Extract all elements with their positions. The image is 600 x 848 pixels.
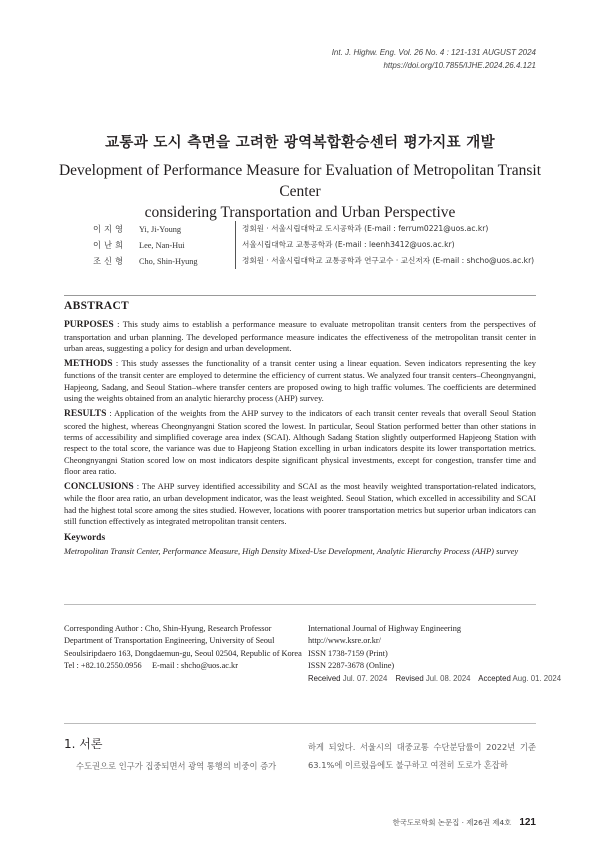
divider	[64, 295, 536, 296]
keywords-text: Metropolitan Transit Center, Performance Measure, High Density Mixed-Use Development, Analytic Hierarchy Process (AHP) survey	[64, 545, 519, 556]
author-row	[93, 237, 534, 253]
corr-line: Tel : +82.10.2550.0956 E-mail : shcho@uos.ac.kr	[64, 661, 238, 671]
corr-line: Corresponding Author : Cho, Shin-Hyung, Research Professor	[64, 624, 272, 633]
author-name-ko: 이난희	[93, 240, 127, 250]
issue-date: AUGUST 2024	[482, 48, 536, 57]
received-label: Received	[308, 673, 341, 683]
abstract-section	[64, 301, 536, 557]
article-dates	[308, 673, 567, 685]
author-name-ko: 조신형	[93, 256, 127, 266]
corr-line: Seoulsiripdaero 163, Dongdaemun-gu, Seoul 02504, Republic of Korea	[64, 648, 302, 658]
accepted-label: Accepted	[478, 673, 511, 683]
results-text: : Application of the weights from the AHP survey to the indicators of each transit center reveals that overall Seoul Station scored the highest, whereas Cheongnyangni Station scored the lowest. In particular, Seoul Station performed better than other stations in terms of accessibility and simplified coverage area index (SCAI). Although Sadang Station slightly outperformed Hapjeong Station with respect to the total score, the variance was due to Hapjeong Station excelling in urban indicators despite its lower transportation metrics. Cheongnyangni Station scored low on most indicators despite significant physical investments, except for congestion, transfer time and floor area ratio.	[64, 408, 536, 476]
doi-link[interactable]: https://doi.org/10.7855/IJHE.2024.26.4.121	[383, 61, 536, 70]
author-affiliation: 서울시립대학교 교통공학과 (E-mail : leenh3412@uos.ac.kr)	[235, 237, 455, 253]
accepted-date: Aug. 01. 2024	[512, 673, 562, 683]
title-korean: 교통과 도시 측면을 고려한 광역복합환승센터 평가지표 개발	[105, 135, 495, 151]
conclusions-text: : The AHP survey identified accessibility and SCAI as the most heavily weighted transportation-related indicators, while the floor area ratio, an urban development indicator, was the least weighted. Seoul Station, which excelled in accessibility and SCAI had the highest total score among the sites studied. However, locations with poorer transportation metrics but superior urban indicators can still function effectively as integrated metropolitan transit centers.	[64, 481, 536, 527]
page-footer	[393, 817, 536, 828]
journal-url[interactable]: http://www.ksre.or.kr/	[308, 636, 381, 646]
journal-abbr: Int. J. Highw. Eng.	[331, 48, 397, 57]
methods-label: METHODS	[64, 359, 113, 370]
author-row	[93, 221, 534, 237]
title-english-line-1: Development of Performance Measure for Evaluation of Metropolitan Transit Center	[58, 162, 542, 200]
purposes-label: PURPOSES	[64, 320, 114, 331]
revised-date: Jul. 08. 2024	[425, 673, 471, 683]
footer-journal: 한국도로학회 논문집 · 제26권 제4호	[392, 818, 512, 827]
keywords-heading: Keywords	[64, 533, 106, 544]
corresponding-author	[64, 623, 302, 673]
title-english	[50, 160, 550, 223]
header-meta	[332, 46, 536, 72]
body-text-left: 수도권으로 인구가 집중되면서 광역 통행의 비중이 증가	[76, 761, 277, 771]
body-text-right: 하게 되었다. 서울시의 대중교통 수단분담률이 2022년 기준 63.1%에 이르렀음에도 불구하고 여전히 도로가 혼잡하	[308, 742, 536, 770]
divider	[64, 723, 536, 724]
divider	[64, 604, 536, 605]
author-name-en: Yi, Ji-Young	[139, 224, 182, 234]
author-list	[93, 221, 534, 269]
results-label: RESULTS	[64, 409, 107, 420]
abstract-purposes	[64, 319, 536, 354]
abstract-methods	[64, 358, 536, 404]
abstract-heading: ABSTRACT	[64, 300, 130, 312]
received-date: Jul. 07. 2024	[342, 673, 388, 683]
author-name-en: Cho, Shin-Hyung	[139, 256, 198, 266]
title-english-line-2: considering Transportation and Urban Perspective	[144, 204, 456, 221]
journal-name: International Journal of Highway Engineering	[308, 624, 461, 633]
methods-text: : This study assesses the functionality of a transit center using a linear equation. Seven indicators representing the key functions of the transit center are employed to determine the efficiency of current status. We analyzed four transit centers–Cheongnyangni, Hapjeong, Sadang, and Seoul Station–where transfer centers are proposed owing to high traffic volumes. The coefficients are determined using the weights obtained from an analytic hierarchy process (AHP) survey.	[64, 358, 536, 404]
issue-info: Vol. 26 No. 4 : 121-131	[398, 48, 481, 57]
author-row	[93, 253, 534, 269]
revised-label: Revised	[395, 673, 424, 683]
journal-info	[308, 623, 567, 685]
abstract-conclusions	[64, 481, 536, 527]
author-affiliation: 정회원 · 서울시립대학교 도시공학과 (E-mail : ferrum0221@uos.ac.kr)	[235, 221, 488, 237]
author-affiliation: 정회원 · 서울시립대학교 교통공학과 연구교수 · 교신저자 (E-mail : shcho@uos.ac.kr)	[235, 253, 534, 269]
section-heading: 1. 서론	[64, 737, 103, 751]
page-number: 121	[519, 817, 536, 828]
issn-online: ISSN 2287-3678 (Online)	[308, 661, 395, 671]
abstract-results	[64, 408, 536, 477]
corr-line: Department of Transportation Engineering, University of Seoul	[64, 636, 275, 646]
author-name-ko: 이지영	[93, 224, 127, 234]
conclusions-label: CONCLUSIONS	[64, 482, 134, 493]
purposes-text: : This study aims to establish a performance measure to evaluate metropolitan transit centers from the perspectives of transportation and urban planning. The developed performance measure indicates the effectiveness of the metropolitan transit center in urban areas, suggesting a policy for design and urban development.	[64, 319, 536, 353]
issn-print: ISSN 1738-7159 (Print)	[308, 648, 388, 658]
author-name-en: Lee, Nan-Hui	[139, 240, 185, 250]
